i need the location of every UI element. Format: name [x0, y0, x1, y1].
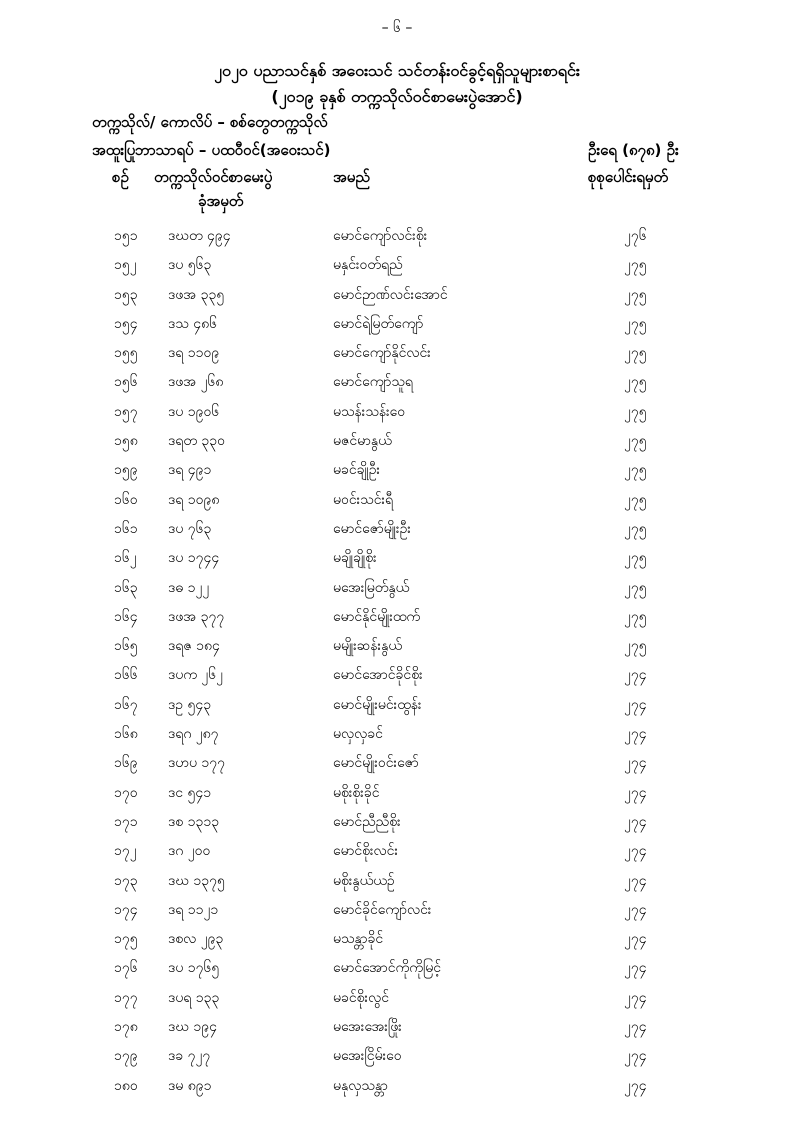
roll-number: ဒပ ၁၇၄၄ [168, 550, 220, 567]
roll-number: ဒရဂ ၂၈၇ [168, 726, 219, 743]
student-name: မောင်မျိုးမင်းထွန်း [333, 696, 422, 713]
table-row [0, 544, 794, 573]
student-name: မလှလှခင် [333, 726, 383, 743]
table-row [0, 867, 794, 896]
student-name: မခင်စိုးလွင် [333, 989, 389, 1006]
roll-number: ဒရ ၁၀၉၈ [168, 491, 220, 508]
document-title: ၂၀၂၀ ပညာသင်နှစ် အဝေးသင် သင်တန်းဝင်ခွင့်ရရှိသူများစာရင်း [214, 61, 580, 80]
total-marks: ၂၇၄ [624, 1019, 647, 1036]
student-name: မသန်းသန်းဝေ [333, 403, 406, 420]
total-marks: ၂၇၅ [624, 608, 647, 625]
roll-number: ဒသ ၄၈၆ [168, 315, 218, 332]
table-row [0, 808, 794, 837]
roll-number: ဒပရ ၁၃၃ [168, 989, 220, 1006]
roll-number: ဒဖအ ၃၇၇ [168, 608, 225, 625]
table-row [0, 281, 794, 310]
student-name: မနှင်းဝတ်ရည် [333, 257, 403, 274]
student-name: မောင်မျိုးဝင်းဇော် [333, 755, 419, 772]
total-marks: ၂၇၄ [624, 960, 647, 977]
total-marks: ၂၇၄ [624, 696, 647, 713]
table-row [0, 837, 794, 866]
total-marks: ၂၇၄ [624, 726, 647, 743]
total-marks: ၂၇၅ [624, 579, 647, 596]
table-row [0, 691, 794, 720]
student-name: မအေးငြိမ်းဝေ [333, 1048, 402, 1065]
student-name: မသန္တာခိုင် [333, 931, 384, 948]
table-row [0, 251, 794, 280]
row-number: ၁၆၂ [114, 550, 137, 567]
table-row [0, 339, 794, 368]
table-row [0, 984, 794, 1013]
row-number: ၁၇၅ [114, 931, 138, 948]
row-number: ၁၅၃ [114, 286, 138, 303]
row-number: ၁၅၂ [114, 257, 137, 274]
row-number: ၁၇၉ [114, 1048, 138, 1065]
table-row [0, 720, 794, 749]
column-header-name: အမည် [333, 168, 370, 186]
student-name: မမျိုးဆန်းနွယ် [333, 638, 402, 655]
row-number: ၁၇၂ [114, 843, 137, 860]
table-row [0, 515, 794, 544]
student-name: မအေးအေးဖြိုး [333, 1019, 402, 1036]
student-name: မစိုးနွယ်ယဉ် [333, 872, 395, 889]
student-name: မဝင်းသင်းရီ [333, 491, 394, 508]
table-row [0, 310, 794, 339]
roll-number: ဒဓ ၁၂၂ [168, 579, 210, 596]
total-marks: ၂၇၄ [624, 872, 647, 889]
student-name: မအေးမြတ်နွယ် [333, 579, 410, 596]
row-number: ၁၅၅ [114, 345, 138, 362]
row-number: ၁၆၀ [114, 491, 138, 508]
university-line: တက္ကသိုလ်/ ကောလိပ် – စစ်တွေတက္ကသိုလ် [92, 113, 328, 131]
column-header-marks: စုစုပေါင်းရမှတ် [588, 168, 669, 186]
student-name: မချိုချိုစိုး [333, 550, 377, 567]
table-row [0, 398, 794, 427]
student-name: မခင်ချိုဦး [333, 462, 381, 479]
row-number: ၁၅၉ [114, 462, 138, 479]
total-marks: ၂၇၅ [624, 345, 647, 362]
roll-number: ဒဟပ ၁၇၇ [168, 755, 226, 772]
roll-number: ဒပ ၁၉၀၆ [168, 403, 220, 420]
page-number: – ၆ – [381, 20, 413, 36]
table-row [0, 456, 794, 485]
total-marks: ၂၇၅ [624, 638, 647, 655]
row-number: ၁၇၆ [114, 960, 138, 977]
student-name: မောင်ကျော်လင်းစိုး [333, 228, 428, 244]
row-number: ၁၇၁ [114, 813, 138, 830]
row-number: ၁၆၆ [114, 667, 138, 684]
row-number: ၁၆၅ [114, 638, 138, 655]
student-name: မစိုးစိုးခိုင် [333, 784, 380, 801]
row-number: ၁၅၈ [114, 433, 138, 450]
total-marks: ၂၇၄ [624, 1077, 647, 1094]
column-header-no: စဉ် [112, 168, 129, 186]
total-marks: ၂၇၄ [624, 755, 647, 772]
roll-number: ဒစ ၁၃၁၃ [168, 813, 220, 830]
student-name: မောင်အောင်ခိုင်စိုး [333, 667, 423, 684]
total-marks: ၂၇၅ [624, 550, 647, 567]
total-marks: ၂၇၅ [624, 286, 647, 303]
roll-number: ဒဖအ ၂၆၈ [168, 374, 224, 391]
table-row [0, 603, 794, 632]
roll-number: ဒပ ၇၆၃ [168, 520, 212, 537]
quota-line: ဦးရေ (၈၇၈) ဦး [588, 141, 679, 159]
roll-number: ဒဥ ၅၄၃ [168, 696, 212, 713]
row-number: ၁၆၄ [114, 608, 138, 625]
roll-number: ဒဃ ၁၃၇၅ [168, 872, 225, 889]
roll-number: ဒရ ၄၉၁ [168, 462, 212, 479]
table-row [0, 368, 794, 397]
student-name: မနုလှသန္တာ [333, 1077, 388, 1094]
column-header-roll: တက္ကသိုလ်ဝင်စာမေးပွဲ [154, 168, 273, 186]
table-row [0, 779, 794, 808]
total-marks: ၂၇၄ [624, 989, 647, 1006]
total-marks: ၂၇၅ [624, 257, 647, 274]
roll-number: ဒရ ၁၁၀၉ [168, 345, 220, 362]
document-subtitle: (၂၀၁၉ ခုနှစ် တက္ကသိုလ်ဝင်စာမေးပွဲအောင်) [271, 87, 523, 106]
total-marks: ၂၇၆ [624, 228, 647, 244]
row-number: ၁၇၈ [114, 1019, 138, 1036]
total-marks: ၂၇၅ [624, 520, 647, 537]
total-marks: ၂၇၅ [624, 315, 647, 332]
student-name: မောင်ညီညီစိုး [333, 813, 401, 830]
column-header-roll-line2: ခုံအမှတ် [198, 192, 244, 210]
roll-number: ဒဖအ ၃၃၅ [168, 286, 225, 303]
total-marks: ၂၇၄ [624, 667, 647, 684]
row-number: ၁၅၆ [114, 374, 138, 391]
row-number: ၁၇၃ [114, 872, 138, 889]
student-name: မောင်ဉာဏ်လင်းအောင် [333, 286, 448, 303]
table-row [0, 222, 794, 251]
total-marks: ၂၇၄ [624, 784, 647, 801]
student-name: မောင်ခိုင်ကျော်လင်း [333, 901, 432, 918]
roll-number: ဒပ ၅၆၃ [168, 257, 212, 274]
total-marks: ၂၇၄ [624, 843, 647, 860]
roll-number: ဒပ ၁၇၆၅ [168, 960, 220, 977]
table-row [0, 954, 794, 983]
table-row [0, 1072, 794, 1101]
table-row [0, 1013, 794, 1042]
roll-number: ဒခ ၇၂၇ [168, 1048, 211, 1065]
total-marks: ၂၇၅ [624, 374, 647, 391]
roll-number: ဒမ ၈၉၁ [168, 1077, 212, 1094]
roll-number: ဒရ ၁၁၂၁ [168, 901, 219, 918]
row-number: ၁၆၉ [114, 755, 138, 772]
roll-number: ဒဃ ၁၉၄ [168, 1019, 218, 1036]
table-row [0, 574, 794, 603]
student-name: မဇင်မာနွယ် [333, 433, 392, 450]
total-marks: ၂၇၅ [624, 433, 647, 450]
roll-number: ဒစလ ၂၉၃ [168, 931, 224, 948]
roll-number: ဒင ၅၄၁ [168, 784, 212, 801]
student-name: မောင်စိုးလင်း [333, 843, 398, 860]
subject-line: အထူးပြုဘာသာရပ် – ပထဝီဝင်(အဝေးသင်) [92, 141, 331, 159]
row-number: ၁၇၀ [114, 784, 138, 801]
roll-number: ဒဂ ၂၀၀ [168, 843, 211, 860]
student-name: မောင်နိုင်မျိုးထက် [333, 608, 421, 625]
row-number: ၁၅၄ [114, 315, 138, 332]
student-name: မောင်ရဲမြတ်ကျော် [333, 315, 424, 332]
total-marks: ၂၇၄ [624, 813, 647, 830]
table-row [0, 632, 794, 661]
row-number: ၁၇၇ [114, 989, 138, 1006]
total-marks: ၂၇၅ [624, 462, 647, 479]
row-number: ၁၈၀ [114, 1077, 138, 1094]
table-row [0, 749, 794, 778]
total-marks: ၂၇၄ [624, 1048, 647, 1065]
table-row [0, 925, 794, 954]
roll-number: ဒရဇ ၁၈၄ [168, 638, 220, 655]
total-marks: ၂၇၄ [624, 931, 647, 948]
total-marks: ၂၇၄ [624, 901, 647, 918]
roll-number: ဒရတ ၃၃၀ [168, 433, 226, 450]
table-row [0, 896, 794, 925]
student-name: မောင်ကျော်နိုင်လင်း [333, 345, 431, 362]
table-row [0, 1042, 794, 1071]
row-number: ၁၅၁ [114, 228, 138, 244]
student-name: မောင်အောင်ကိုကိုမြင့် [333, 960, 442, 977]
row-number: ၁၅၇ [114, 403, 138, 420]
roll-number: ဒပက ၂၆၂ [168, 667, 224, 684]
student-name: မောင်ဇော်မျိုးဦး [333, 520, 411, 537]
row-number: ၁၆၇ [114, 696, 138, 713]
row-number: ၁၆၈ [114, 726, 138, 743]
row-number: ၁၆၁ [114, 520, 138, 537]
table-row [0, 486, 794, 515]
row-number: ၁၆၃ [114, 579, 138, 596]
roll-number: ဒဃတ ၄၉၄ [168, 228, 231, 244]
row-number: ၁၇၄ [114, 901, 138, 918]
table-row [0, 427, 794, 456]
total-marks: ၂၇၅ [624, 403, 647, 420]
results-table [0, 222, 794, 1101]
student-name: မောင်ကျော်သူရ [333, 374, 413, 391]
total-marks: ၂၇၅ [624, 491, 647, 508]
table-row [0, 661, 794, 690]
